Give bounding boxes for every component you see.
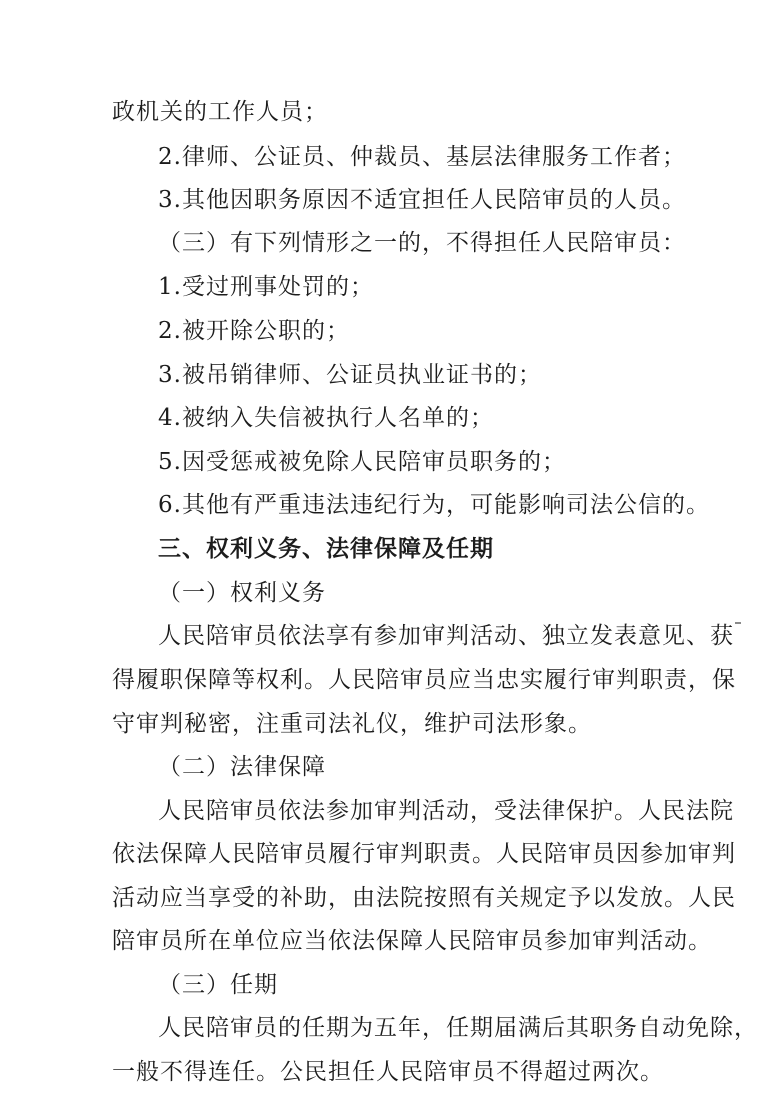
list-item: 3.其他因职务原因不适宜担任人民陪审员的人员。 (158, 187, 686, 213)
list-item: 5.因受惩戒被免除人民陪审员职务的； (158, 449, 566, 475)
subsection-heading: （一）权利义务 (158, 580, 326, 606)
scan-speck (735, 622, 741, 624)
list-item: 2.被开除公职的； (158, 318, 350, 344)
paragraph-line: 依法保障人民陪审员履行审判职责。人民陪审员因参加审判 (112, 841, 736, 867)
paragraph-line: 守审判秘密，注重司法礼仪，维护司法形象。 (112, 711, 592, 737)
list-item: 2.律师、公证员、仲裁员、基层法律服务工作者； (158, 144, 686, 170)
paragraph-line: 人民陪审员依法享有参加审判活动、独立发表意见、获 (158, 623, 734, 649)
paragraph-line: 人民陪审员依法参加审判活动，受法律保护。人民法院 (158, 798, 734, 824)
list-item: 1.受过刑事处罚的； (158, 274, 374, 300)
list-item: 3.被吊销律师、公证员执业证书的； (158, 362, 542, 388)
subsection-heading: （三）有下列情形之一的，不得担任人民陪审员： (158, 230, 686, 256)
subsection-heading: （二）法律保障 (158, 754, 326, 780)
subsection-heading: （三）任期 (158, 972, 278, 998)
paragraph-line: 人民陪审员的任期为五年，任期届满后其职务自动免除， (158, 1015, 758, 1041)
paragraph-line: 一般不得连任。公民担任人民陪审员不得超过两次。 (112, 1059, 664, 1085)
paragraph-line: 活动应当享受的补助，由法院按照有关规定予以发放。人民 (112, 885, 736, 911)
text-line: 政机关的工作人员； (112, 99, 328, 125)
paragraph-line: 得履职保障等权利。人民陪审员应当忠实履行审判职责，保 (112, 667, 736, 693)
list-item: 6.其他有严重违法违纪行为，可能影响司法公信的。 (158, 492, 710, 518)
section-heading: 三、权利义务、法律保障及任期 (158, 536, 494, 562)
list-item: 4.被纳入失信被执行人名单的； (158, 405, 494, 431)
paragraph-line: 陪审员所在单位应当依法保障人民陪审员参加审判活动。 (112, 928, 712, 954)
